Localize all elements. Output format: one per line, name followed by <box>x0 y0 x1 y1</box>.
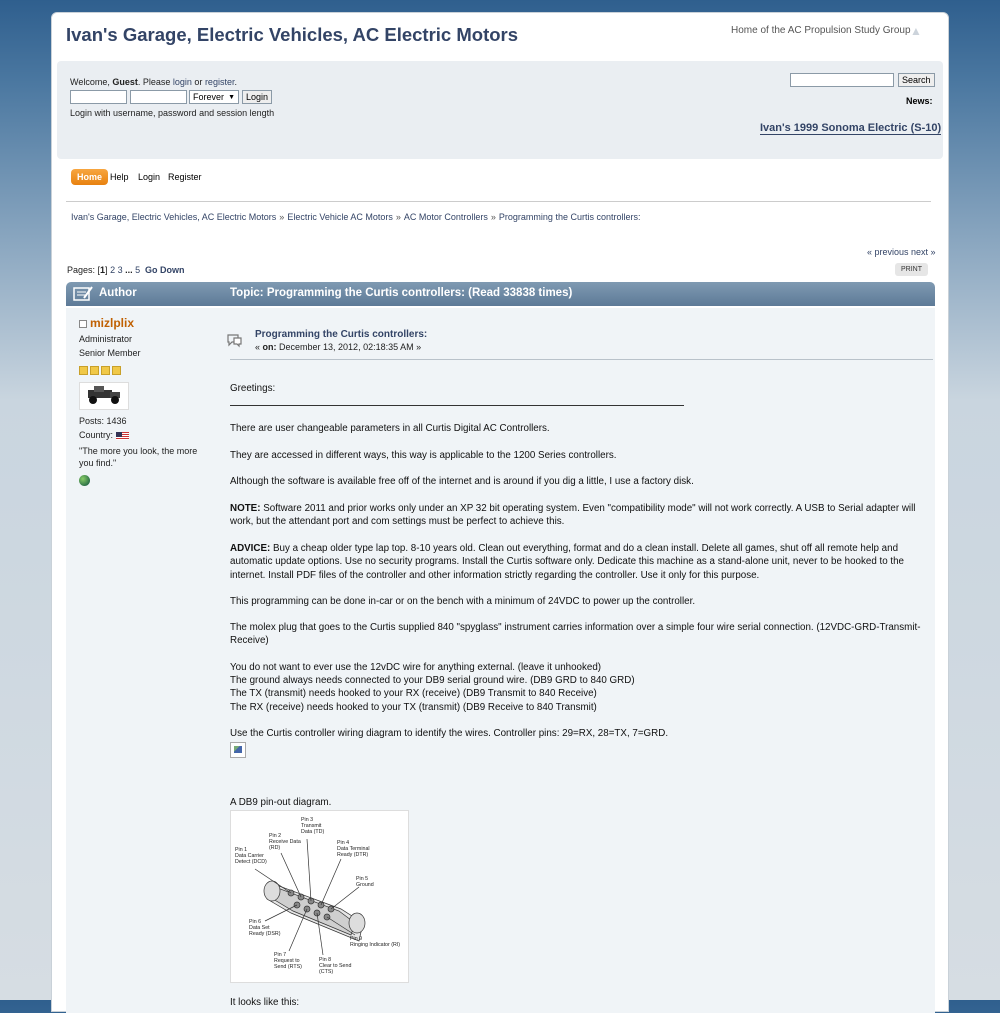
breadcrumb-board[interactable]: Electric Vehicle AC Motors <box>287 212 393 222</box>
pin8-label: Pin 8 Clear to Send (CTS) <box>319 957 352 975</box>
author-column-header: Author <box>99 287 137 299</box>
member-group: Administrator <box>79 334 133 344</box>
pin5-label: Pin 5 Ground <box>356 876 374 888</box>
breadcrumb-home[interactable]: Ivan's Garage, Electric Vehicles, AC Electric Motors <box>71 212 277 222</box>
go-down-link[interactable]: Go Down <box>145 265 185 275</box>
poster-info <box>79 316 214 486</box>
member-rank: Senior Member <box>79 348 141 358</box>
website-globe-icon[interactable] <box>79 475 90 486</box>
post-date: « on: December 13, 2012, 02:18:35 AM » <box>255 342 422 352</box>
broken-image-icon <box>230 742 246 758</box>
molex-paragraph: The molex plug that goes to the Curtis supplied 840 "spyglass" instrument carries information over a simple four wire serial connection. (12VDC-GRD-Transmit-Receive) <box>230 622 921 647</box>
note-paragraph: NOTE: Software 2011 and prior works only under an XP 32 bit operating system. Even "compatibility mode" will not work correctly. A USB to Serial adapter will work, but the attendant port and com settings must be perfect to achieve this. <box>230 503 916 528</box>
menu-home[interactable]: Home <box>71 169 108 185</box>
poster-name[interactable]: mizlplix <box>90 316 135 330</box>
star-icon <box>101 366 110 375</box>
password-input[interactable] <box>130 90 187 104</box>
wire-line-2: The ground always needs connected to your DB9 serial ground wire. (DB9 GRD to 840 GRD) <box>230 675 635 686</box>
login-link[interactable]: login <box>172 77 192 87</box>
current-page: 1 <box>100 265 106 275</box>
collapse-header-icon[interactable]: ▲ <box>910 24 922 38</box>
wire-line-3: The TX (transmit) needs hooked to your RX (receive) (DB9 Transmit to 840 Receive) <box>230 688 597 699</box>
advice-paragraph: ADVICE: Buy a cheap older type lap top. 8-10 years old. Clean out everything, format and do a clean install. Delete all games, shut off all remote help and automatic update options. Use no security programs. Install the Curtis software only. Dedicate this machine as a stand-alone unit, never to be hooked to the internet. Install PDF files of the controller and other information strictly regarding the controller. Use it only for this purpose. <box>230 543 904 581</box>
page-wrapper <box>51 12 949 1012</box>
db9-caption: A DB9 pin-out diagram. <box>230 797 332 808</box>
menu-help[interactable]: Help <box>110 172 129 182</box>
topic-header-bar <box>66 282 935 306</box>
star-icon <box>79 366 88 375</box>
offline-status-icon <box>79 320 87 328</box>
site-slogan: Home of the AC Propulsion Study Group <box>731 25 911 36</box>
print-button[interactable]: PRINT <box>895 263 928 276</box>
horizontal-rule <box>230 405 684 406</box>
chevron-down-icon: ▼ <box>228 94 235 101</box>
rank-stars <box>79 366 214 376</box>
menu-login[interactable]: Login <box>138 172 161 182</box>
user-section <box>57 61 943 159</box>
topic-navigation <box>867 247 936 257</box>
pin6-label: Pin 6 Data Set Ready (DSR) <box>249 919 281 937</box>
page-link-5[interactable]: 5 <box>135 265 141 275</box>
breadcrumb-topic[interactable]: Programming the Curtis controllers: <box>498 212 641 222</box>
menu-divider <box>66 201 931 202</box>
post-subject[interactable]: Programming the Curtis controllers: <box>255 329 428 340</box>
star-icon <box>90 366 99 375</box>
username-input[interactable] <box>70 90 127 104</box>
wire-line-1: You do not want to ever use the 12vDC wire for anything external. (leave it unhooked) <box>230 662 602 673</box>
pin4-label: Pin 4 Data Terminal Ready (DTR) <box>337 840 370 858</box>
login-button[interactable]: Login <box>242 90 272 104</box>
bench-paragraph: This programming can be done in-car or on the bench with a minimum of 24VDC to power up the controller. <box>230 596 696 607</box>
page-link-3[interactable]: 3 <box>117 265 123 275</box>
greeting: Greetings: <box>230 383 276 394</box>
register-link[interactable]: register <box>204 77 235 87</box>
country-row: Country: <box>79 430 214 440</box>
wire-line-4: The RX (receive) needs hooked to your TX (transmit) (DB9 Receive to 840 Transmit) <box>230 702 597 713</box>
breadcrumb: Ivan's Garage, Electric Vehicles, AC Electric Motors » Electric Vehicle AC Motors » AC Motor Controllers » Programming the Curtis controllers: <box>71 212 641 222</box>
paragraph-2: They are accessed in different ways, this way is applicable to the 1200 Series controllers. <box>230 450 617 461</box>
previous-topic-link[interactable]: « previous <box>867 247 909 257</box>
us-flag-icon <box>116 432 129 440</box>
header <box>52 13 948 61</box>
welcome-message: Welcome, Guest. Please login or register. <box>70 77 237 87</box>
db9-pinout-diagram <box>230 810 409 983</box>
news-link[interactable]: Ivan's 1999 Sonoma Electric (S-10) <box>760 122 942 134</box>
session-length-select[interactable]: Forever ▼ <box>189 90 239 104</box>
guest-name: Guest <box>112 77 138 87</box>
post-body <box>222 308 931 1013</box>
pin1-label: Pin 1 Data Carrier Detect (DCD) <box>235 847 267 865</box>
pin9-label: Pin 9 Ringing Indicator (RI) <box>350 936 401 948</box>
topic-title-header: Topic: Programming the Curtis controllers: (Read 33838 times) <box>230 287 573 299</box>
topic-icon <box>72 285 94 302</box>
breadcrumb-subboard[interactable]: AC Motor Controllers <box>403 212 488 222</box>
search-input[interactable] <box>790 73 894 87</box>
post-container <box>66 308 935 1013</box>
page-link-2[interactable]: 2 <box>110 265 116 275</box>
paragraph-1: There are user changeable parameters in all Curtis Digital AC Controllers. <box>230 423 550 434</box>
post-divider <box>230 359 933 360</box>
next-topic-link[interactable]: next » <box>911 247 936 257</box>
paragraph-3: Although the software is available free off of the internet and is around if you dig a little, I use a factory disk. <box>230 476 694 487</box>
star-icon <box>112 366 121 375</box>
wiring-paragraph: Use the Curtis controller wiring diagram to identify the wires. Controller pins: 29=RX, 28=TX, 7=GRD. <box>230 728 669 739</box>
message-icon <box>225 333 243 347</box>
pagination: Pages: [1] 2 3 ... 5 <box>67 265 141 275</box>
search-button[interactable]: Search <box>898 73 935 87</box>
login-hint: Login with username, password and session length <box>70 108 275 118</box>
pin3-label: Pin 3 Transmit Data (TD) <box>301 817 325 835</box>
pin7-label: Pin 7 Request to Send (RTS) <box>274 952 302 970</box>
news-label: News: <box>906 96 933 106</box>
looks-like-text: It looks like this: <box>230 997 300 1008</box>
avatar <box>79 382 129 410</box>
poster-signature: "The more you look, the more you find." <box>79 446 198 468</box>
forum-title[interactable]: Ivan's Garage, Electric Vehicles, AC Electric Motors <box>66 24 519 45</box>
post-count: Posts: 1436 <box>79 416 127 426</box>
pin2-label: Pin 2 Receive Data (RD) <box>269 833 301 851</box>
menu-register[interactable]: Register <box>168 172 202 182</box>
